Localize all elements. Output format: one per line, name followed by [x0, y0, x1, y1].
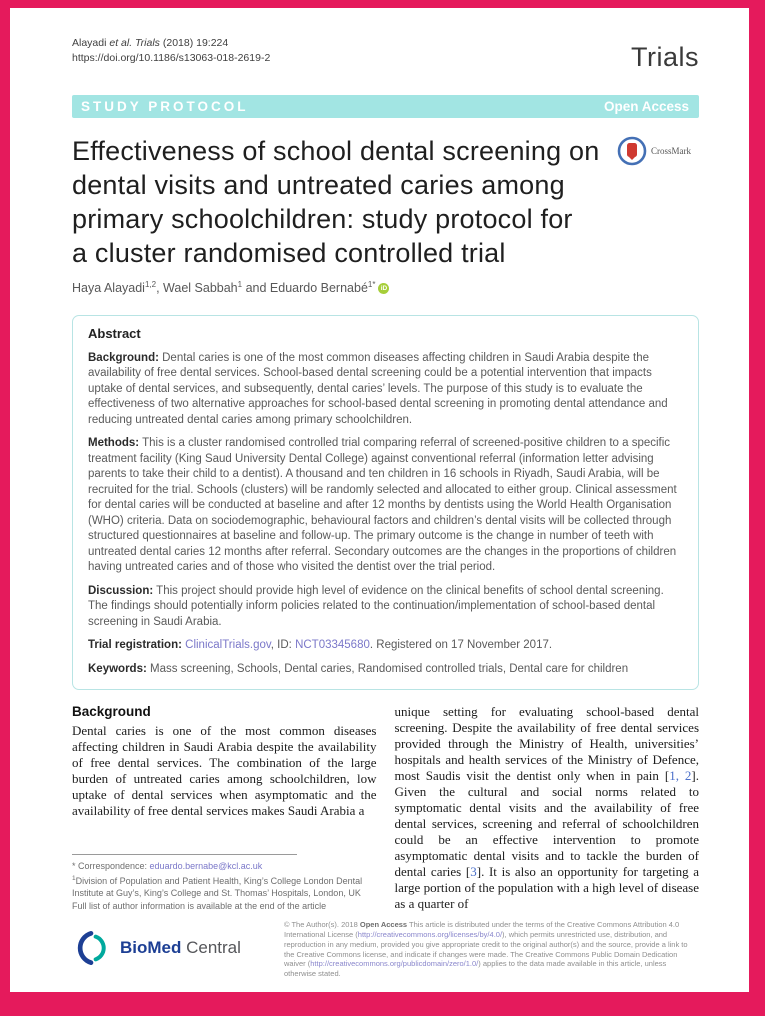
title-row — [72, 134, 699, 270]
journal-masthead: Trials — [631, 42, 699, 72]
background-paragraph: Dental caries is one of the most common diseases affecting children in Saudi Arabia despite the availability of free dental services. The combination of the large burden of untreated caries among schoolchildren, low uptake of dental services when asymptomatic and the availability of free dental services makes Saudi Arabia a — [72, 723, 377, 819]
article-page — [10, 8, 749, 992]
orcid-icon[interactable]: iD — [378, 283, 389, 294]
abstract-box — [72, 315, 699, 690]
background-paragraph-continued: unique setting for evaluating school-based dental screening. Despite the availability of free dental services provided through the Ministry of Health, universities’ hospitals and health services of the Ministry of Defence, most Saudis visit the dentist only when in pain [1, 2]. Given the cultural and social norms related to symptomatic dental visits and the availability of free dental services, screening and referral of schoolchildren could be an effective intervention to promote asymptomatic dental visits and to tackle the burden of dental caries [3]. It is also an opportunity for targeting a large portion of the population with a high level of disease as a quarter of — [394, 704, 699, 912]
abstract-methods: Methods: This is a cluster randomised controlled trial comparing referral of screened-positive children to a specific treatment facility (King Saud University Dental College) against conventional referral (information letter advising parents to take their child to a dentist). A thousand and ten children in 16 schools in Riyadh, Saudi Arabia, will be recruited for the trial. Schools (clusters) will be randomly selected and allocated to either group. Clinical assessment for dental caries will be conducted at baseline and after 12 months by dentists using the World Health Organisation (WHO) criteria. Data on sociodemographic, behavioural factors and children’s dental visits will be collected through structured questionnaires at baseline and follow-up. The primary outcome is the change in number of teeth with untreated dental caries 12 months after referral. Secondary outcomes are the changes in the proportions of children having untreated caries and of those who visited the dentist over the trial period. — [88, 437, 677, 574]
biomed-central-wordmark: BioMed Central — [120, 938, 241, 958]
biomed-central-icon — [72, 928, 114, 968]
waiver-url-link[interactable]: http://creativecommons.org/publicdomain/zero/1.0/ — [310, 959, 479, 969]
clinicaltrials-link[interactable]: ClinicalTrials.gov — [185, 639, 271, 652]
author-2: Wael Sabbah$^1$ — [163, 280, 243, 296]
correspondence-footnote — [72, 854, 377, 912]
article-type-label: STUDY PROTOCOL — [81, 99, 249, 114]
article-type-banner — [72, 95, 699, 118]
right-column — [395, 704, 700, 912]
background-heading: Background — [72, 704, 151, 720]
body-columns — [72, 704, 699, 912]
author-1: Haya Alayadi$^{1,2}$ — [72, 280, 157, 296]
license-url-link[interactable]: http://creativecommons.org/licenses/by/4.0/ — [357, 929, 503, 939]
publisher-footer — [72, 920, 699, 979]
reference-link-1-2[interactable]: 1, 2 — [669, 768, 692, 784]
page-header — [72, 36, 699, 73]
abstract-keywords: Keywords: Mass screening, Schools, Dental caries, Randomised controlled trials, Dental care for children — [88, 662, 629, 675]
author-line: Haya Alayadi$^{1,2}$, Wael Sabbah$^1$ and Eduardo Bernabé$^{1*}$ iD — [72, 280, 699, 295]
abstract-discussion: Discussion: This project should provide high level of evidence on the clinical benefits of school dental screening. The findings should potentially inform policies related to the continuation/implementation of school-based dental screening in Saudi Arabia. — [88, 584, 664, 628]
doi-link[interactable]: https://doi.org/10.1186/s13063-018-2619-2 — [72, 52, 271, 64]
citation-block — [72, 36, 270, 66]
footnote-divider — [72, 854, 297, 855]
affiliation-line: $^1$Division of Population and Patient Health, King’s College London Dental Institute at Guy’s, King’s College and St. Thomas’ Hospitals, London, UK — [72, 874, 363, 899]
left-column — [72, 704, 377, 912]
abstract-trial-registration: Trial registration: ClinicalTrials.gov, ID: NCT03345680. Registered on 17 November 2017. — [88, 639, 553, 652]
open-access-label: Open Access — [603, 99, 689, 114]
author-info-note: Full list of author information is available at the end of the article — [72, 900, 327, 911]
crossmark-badge[interactable] — [617, 136, 691, 166]
crossmark-label: CrossMark — [651, 146, 691, 156]
correspondence-email-link[interactable]: eduardo.bernabe@kcl.ac.uk — [149, 861, 263, 872]
biomed-central-logo — [72, 920, 284, 968]
correspondence-line: * Correspondence: eduardo.bernabe@kcl.ac.uk — [72, 861, 263, 872]
nct-id-link[interactable]: NCT03345680 — [295, 639, 370, 652]
abstract-background: Background: Dental caries is one of the most common diseases affecting children in Saudi Arabia despite the availability of free dental services. School-based dental screening could be a potential intervention that impacts uptake of dental services, and subsequently, dental caries’ levels. The purpose of this study is to evaluate the effectiveness of two alternative approaches for school-based dental screening in promoting dental attendance and reducing untreated dental caries among primary schoolchildren. — [88, 351, 668, 426]
reference-link-3[interactable]: 3 — [470, 864, 477, 880]
crossmark-icon — [617, 136, 647, 166]
abstract-heading: Abstract — [88, 326, 141, 342]
author-3: Eduardo Bernabé$^{1*}$ — [269, 280, 376, 296]
copyright-notice: © The Author(s). 2018 Open Access This article is distributed under the terms of the Creative Commons Attribution 4.0 International License (http://creativecommons.org/licenses/by/4.0/), which permits unrestricted use, distribution, and reproduction in any medium, provided you give appropriate credit to the original author(s) and the source, provide a link to the Creative Commons license, and indicate if changes were made. The Creative Commons Public Domain Dedication waiver (http://creativecommons.org/publicdomain/zero/1.0/) applies to the data made available in this article, unless otherwise stated. — [284, 920, 688, 979]
citation-line: Alayadi et al. Trials (2018) 19:224 — [72, 37, 229, 49]
article-title: Effectiveness of school dental screening on dental visits and untreated caries among primary schoolchildren: study protocol for a cluster randomised controlled trial — [72, 136, 600, 268]
